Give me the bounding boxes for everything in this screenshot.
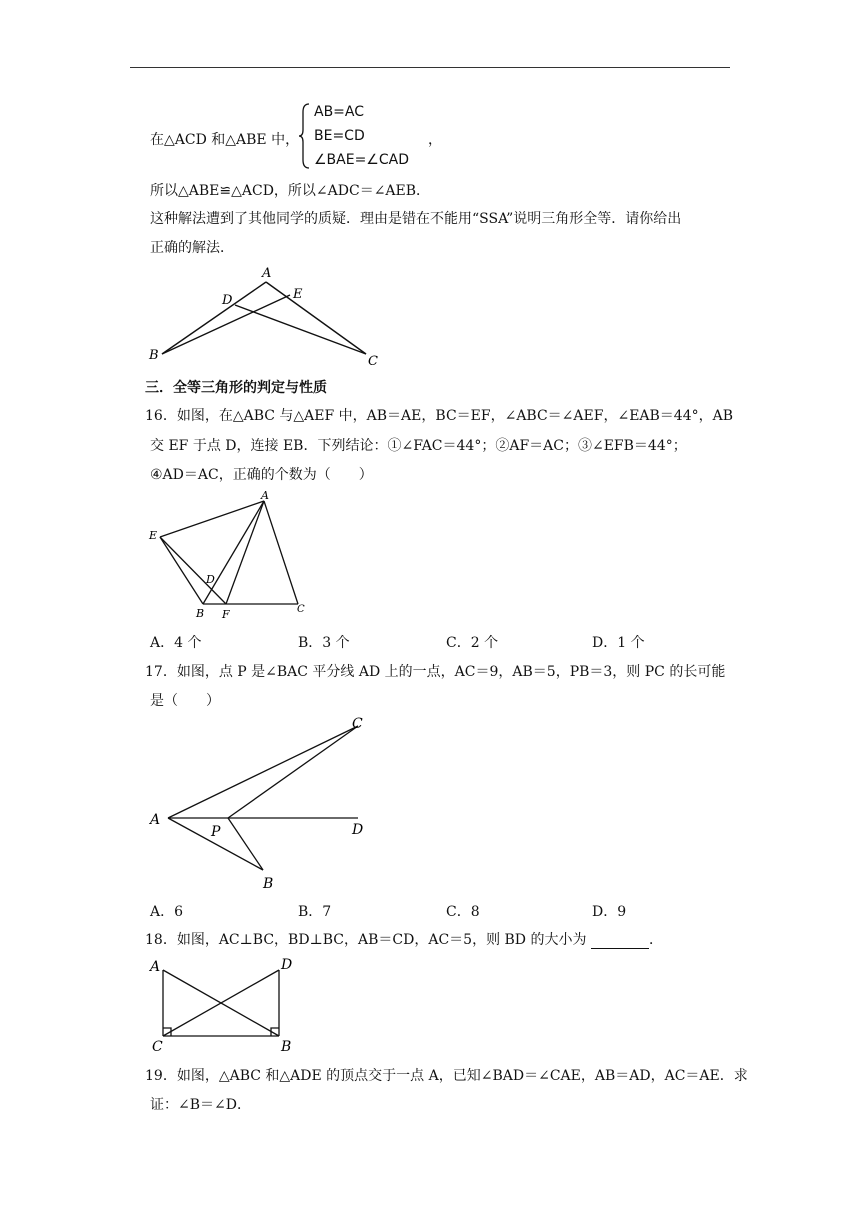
prev-conclusion: 所以△ABE≌△ACD，所以∠ADC＝∠AEB． xyxy=(150,183,431,199)
q17-line1: 17．如图，点 P 是∠BAC 平分线 AD 上的一点，AC＝9，AB＝5，PB＝3，则 PC 的长可能 xyxy=(145,664,726,680)
label-b: B xyxy=(281,1039,292,1055)
q18-end: ． xyxy=(648,932,663,948)
system-comma: ， xyxy=(428,132,442,148)
prev-doubt-line2: 正确的解法． xyxy=(150,240,234,256)
label-a: A xyxy=(262,266,272,281)
q17-line2: 是（ ） xyxy=(150,693,220,709)
q16-line1: 16．如图，在△ABC 与△AEF 中，AB＝AE，BC＝EF，∠ABC＝∠AEF，∠EAB＝44°，AB xyxy=(145,408,734,424)
label-b: B xyxy=(196,607,205,620)
equation-3: ∠BAE=∠CAD xyxy=(314,152,409,168)
label-c: C xyxy=(368,354,378,369)
label-a: A xyxy=(150,959,161,975)
label-d: D xyxy=(281,957,293,973)
label-d: D xyxy=(222,293,233,308)
system-brace xyxy=(298,102,312,170)
label-e: E xyxy=(293,287,303,302)
q17-option-d[interactable]: D．9 xyxy=(592,904,627,920)
q18-line1 xyxy=(145,929,663,949)
q18-text: 18．如图，AC⊥BC，BD⊥BC，AB＝CD，AC＝5，则 BD 的大小为 xyxy=(145,932,587,948)
label-e: E xyxy=(149,529,158,542)
figure-q18 xyxy=(140,952,310,1056)
label-c: C xyxy=(152,1039,163,1055)
label-a: A xyxy=(261,489,269,502)
answer-blank[interactable] xyxy=(591,934,649,949)
q17-option-a[interactable]: A．6 xyxy=(150,904,184,920)
label-d: D xyxy=(352,822,364,838)
q17-option-b[interactable]: B．7 xyxy=(298,904,332,920)
q16-line2: 交 EF 于点 D，连接 EB．下列结论：①∠FAC＝44°；②AF＝AC；③∠EFB＝44°； xyxy=(150,438,687,454)
prev-intro: 在△ACD 和△ABE 中， xyxy=(150,132,300,148)
q16-option-c[interactable]: C．2 个 xyxy=(446,635,499,651)
prev-doubt-line1: 这种解法遭到了其他同学的质疑．理由是错在不能用“SSA”说明三角形全等．请你给出 xyxy=(150,211,682,227)
figure-q17 xyxy=(140,712,380,894)
label-c: C xyxy=(297,604,305,615)
q16-option-a[interactable]: A．4 个 xyxy=(150,635,202,651)
figure-q16 xyxy=(140,487,320,622)
equation-2: BE=CD xyxy=(314,128,365,144)
label-d: D xyxy=(206,573,215,586)
q16-option-d[interactable]: D．1 个 xyxy=(592,635,645,651)
q17-option-c[interactable]: C．8 xyxy=(446,904,480,920)
q19-line1: 19．如图，△ABC 和△ADE 的顶点交于一点 A，已知∠BAD＝∠CAE，AB＝AD，AC＝AE．求 xyxy=(145,1068,748,1084)
label-b: B xyxy=(263,876,274,892)
header-rule xyxy=(130,67,730,68)
figure-prev xyxy=(140,262,390,370)
q19-line2: 证：∠B＝∠D． xyxy=(150,1097,251,1113)
q16-line3: ④AD＝AC，正确的个数为（ ） xyxy=(150,467,373,483)
label-b: B xyxy=(149,348,159,363)
q16-option-b[interactable]: B．3 个 xyxy=(298,635,350,651)
label-c: C xyxy=(352,716,363,732)
equation-1: AB=AC xyxy=(314,104,365,120)
label-f: F xyxy=(222,608,230,621)
label-p: P xyxy=(211,824,221,840)
label-a: A xyxy=(150,812,161,828)
section-title: 三．全等三角形的判定与性质 xyxy=(145,380,327,396)
